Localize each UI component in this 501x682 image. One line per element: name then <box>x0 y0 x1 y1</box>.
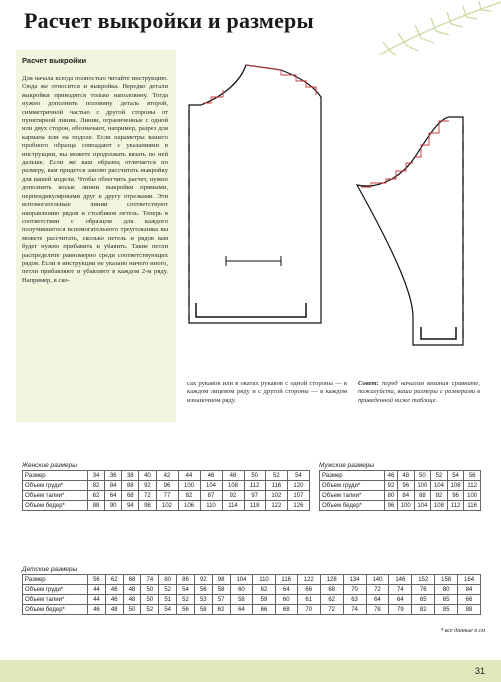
table-cell: 65 <box>435 595 458 605</box>
table-cell: 122 <box>265 501 287 511</box>
table-cell: 116 <box>275 575 297 585</box>
table-cell: 112 <box>464 481 481 491</box>
table-cell: 52 <box>159 585 177 595</box>
table-cell: 84 <box>458 585 481 595</box>
table-cell: 128 <box>320 575 343 585</box>
table-cell: 100 <box>178 481 200 491</box>
table-cell: 72 <box>320 605 343 615</box>
children-table <box>22 574 481 615</box>
table-cell: 82 <box>88 481 105 491</box>
table-cell: 52 <box>177 595 195 605</box>
table-cell: 68 <box>320 585 343 595</box>
table-cell: 126 <box>287 501 309 511</box>
table-row <box>320 481 481 491</box>
table-cell: 108 <box>222 481 244 491</box>
table-cell: 104 <box>230 575 253 585</box>
table-cell: 58 <box>212 585 230 595</box>
table-row <box>23 575 481 585</box>
table-cell: 46 <box>200 471 222 481</box>
men-size-table <box>319 462 481 511</box>
table-cell: 54 <box>447 471 464 481</box>
table-cell: 84 <box>397 491 414 501</box>
table-cell: 60 <box>275 595 297 605</box>
table-cell: 116 <box>464 501 481 511</box>
table-cell: 76 <box>412 585 435 595</box>
table-cell: 92 <box>194 575 212 585</box>
table-cell: 46 <box>88 605 106 615</box>
table-cell: 65 <box>412 595 435 605</box>
row-label: Объем бедер* <box>320 501 385 511</box>
table-row <box>23 471 310 481</box>
table-cell: 56 <box>88 575 106 585</box>
row-label: Объем бедер* <box>23 501 88 511</box>
table-cell: 48 <box>105 605 123 615</box>
table-cell: 74 <box>343 605 366 615</box>
table-cell: 112 <box>244 481 265 491</box>
table-cell: 164 <box>458 575 481 585</box>
table-cell: 53 <box>194 595 212 605</box>
row-label: Объем бедер* <box>23 605 88 615</box>
instruction-text: Для начала всегда полностью читайте инструкцию. Сюда же относится и выкройка. Нередко детали выкройки приводятся только наполовину. Тогда нужно дополнить половину деталь второй, симметричной частью с другой стороны от пунктирной линии. Линии, ограниченные с одной или двух сторон, обозначают, например, разрез для кармана или на подоле. Если параметры вашего пробного образца совпадают с указаниями в инструкции, вы можете продолжать вязать по ней дальше. Если же ваш образец отличается по размеру, вам придется заново рассчитать выкройку для вашей модели. Чтобы облегчить расчет, нужно дополнить косые линии выкройки прямыми, перпендикулярными друг к другу отрезками. Эти вспомогательные линии соответствуют направлению рядов и столбиков петель. Теперь в соответствии с образцом для каждого получившегося вспомогательного треугольника вы можете рассчитать, сколько петель и рядов вам будет нужно прибавить и убавить. Такие петли распределите равномерно среди соответствующих рядов. Если в инструкции не указано ничего иного, петли прибавляют и убавляют в каждом 2-м ряду. Например, в ско- <box>22 75 168 284</box>
table-cell: 52 <box>265 471 287 481</box>
table-cell: 94 <box>122 501 139 511</box>
children-size-table <box>22 566 481 615</box>
table-cell: 96 <box>447 491 464 501</box>
table-cell: 100 <box>397 501 414 511</box>
table-cell: 51 <box>159 595 177 605</box>
table-cell: 84 <box>105 481 122 491</box>
table-cell: 50 <box>123 605 141 615</box>
row-label: Размер <box>23 471 88 481</box>
table-cell: 64 <box>275 585 297 595</box>
table-cell: 66 <box>458 595 481 605</box>
table-cell: 66 <box>297 585 320 595</box>
table-cell: 36 <box>105 471 122 481</box>
footnote: * все данные в см <box>440 628 485 634</box>
table-cell: 40 <box>139 471 156 481</box>
table-cell: 80 <box>435 585 458 595</box>
table-row <box>23 501 310 511</box>
table-cell: 146 <box>389 575 412 585</box>
table-cell: 70 <box>343 585 366 595</box>
advice-label: Совет: <box>358 380 379 387</box>
table-row <box>320 491 481 501</box>
table-cell: 92 <box>139 481 156 491</box>
row-label: Объем груди* <box>320 481 385 491</box>
table-cell: 42 <box>156 471 178 481</box>
men-table <box>319 470 481 511</box>
table-cell: 98 <box>212 575 230 585</box>
table-cell: 48 <box>123 595 141 605</box>
table-cell: 104 <box>200 481 222 491</box>
table-cell: 100 <box>414 481 431 491</box>
table-row <box>23 491 310 501</box>
table-cell: 50 <box>141 595 159 605</box>
table-cell: 120 <box>287 481 309 491</box>
advice-text: перед началом вязания сравните, пожалуйста, ваши размеры с размерами в приведенной ниже таблице. <box>358 380 481 404</box>
table-cell: 59 <box>253 595 275 605</box>
table-cell: 62 <box>105 575 123 585</box>
row-label: Размер <box>23 575 88 585</box>
table-cell: 56 <box>194 585 212 595</box>
continuation-text: сах рукавов или в окатах рукавов с одной стороны — в каждом лицевом ряду и с другой стороны — в каждом изнаночном ряду. <box>187 380 347 404</box>
table-cell: 140 <box>366 575 389 585</box>
table-cell: 80 <box>159 575 177 585</box>
table-cell: 68 <box>122 491 139 501</box>
table-cell: 77 <box>156 491 178 501</box>
table-row <box>23 595 481 605</box>
table-cell: 114 <box>222 501 244 511</box>
table-cell: 44 <box>178 471 200 481</box>
table-cell: 152 <box>412 575 435 585</box>
table-cell: 104 <box>431 481 448 491</box>
table-cell: 72 <box>139 491 156 501</box>
table-cell: 62 <box>253 585 275 595</box>
table-cell: 88 <box>414 491 431 501</box>
table-cell: 38 <box>122 471 139 481</box>
table-cell: 48 <box>123 585 141 595</box>
table-cell: 122 <box>297 575 320 585</box>
table-cell: 64 <box>366 595 389 605</box>
table-cell: 72 <box>366 585 389 595</box>
table-cell: 104 <box>414 501 431 511</box>
table-cell: 54 <box>287 471 309 481</box>
advice-note <box>358 380 480 405</box>
table-cell: 134 <box>343 575 366 585</box>
table-cell: 102 <box>265 491 287 501</box>
table-cell: 118 <box>244 501 265 511</box>
table-cell: 92 <box>385 481 398 491</box>
table-cell: 34 <box>88 471 105 481</box>
table-row <box>23 605 481 615</box>
table-cell: 78 <box>366 605 389 615</box>
table-cell: 108 <box>431 501 448 511</box>
table-cell: 58 <box>194 605 212 615</box>
sidebar-heading: Расчет выкройки <box>22 56 87 65</box>
table-cell: 52 <box>141 605 159 615</box>
table-cell: 98 <box>139 501 156 511</box>
table-cell: 48 <box>397 471 414 481</box>
table-cell: 50 <box>141 585 159 595</box>
table-cell: 110 <box>200 501 222 511</box>
table-cell: 86 <box>177 575 195 585</box>
row-label: Объем талии* <box>23 595 88 605</box>
table-cell: 44 <box>88 585 106 595</box>
table-cell: 96 <box>156 481 178 491</box>
table-cell: 64 <box>105 491 122 501</box>
table-row <box>320 501 481 511</box>
table-cell: 46 <box>385 471 398 481</box>
table-cell: 48 <box>222 471 244 481</box>
table-cell: 64 <box>389 595 412 605</box>
table-cell: 57 <box>212 595 230 605</box>
table-cell: 56 <box>464 471 481 481</box>
women-size-table <box>22 462 310 511</box>
row-label: Объем талии* <box>23 491 88 501</box>
men-table-title: Мужские размеры <box>319 462 375 469</box>
table-cell: 54 <box>159 605 177 615</box>
page-number: 31 <box>474 666 485 676</box>
table-cell: 92 <box>431 491 448 501</box>
table-cell: 80 <box>385 491 398 501</box>
table-row <box>23 481 310 491</box>
table-cell: 70 <box>297 605 320 615</box>
table-cell: 107 <box>287 491 309 501</box>
table-cell: 108 <box>447 481 464 491</box>
table-cell: 66 <box>253 605 275 615</box>
table-cell: 50 <box>244 471 265 481</box>
row-label: Объем талии* <box>320 491 385 501</box>
table-cell: 64 <box>230 605 253 615</box>
table-row <box>320 471 481 481</box>
women-table-title: Женские размеры <box>22 462 78 469</box>
table-cell: 158 <box>435 575 458 585</box>
table-cell: 60 <box>230 585 253 595</box>
table-cell: 102 <box>156 501 178 511</box>
table-cell: 68 <box>275 605 297 615</box>
table-cell: 88 <box>458 605 481 615</box>
women-table <box>22 470 310 511</box>
table-cell: 79 <box>389 605 412 615</box>
row-label: Размер <box>320 471 385 481</box>
table-cell: 68 <box>123 575 141 585</box>
table-cell: 44 <box>88 595 106 605</box>
table-cell: 100 <box>464 491 481 501</box>
table-cell: 61 <box>297 595 320 605</box>
table-cell: 96 <box>397 481 414 491</box>
table-cell: 110 <box>253 575 275 585</box>
table-cell: 74 <box>389 585 412 595</box>
pattern-diagram <box>181 55 483 355</box>
fern-decoration <box>351 0 501 62</box>
row-label: Объем груди* <box>23 585 88 595</box>
table-cell: 63 <box>343 595 366 605</box>
page-title: Расчет выкройки и размеры <box>24 8 314 33</box>
table-cell: 54 <box>177 585 195 595</box>
table-row <box>23 585 481 595</box>
table-cell: 74 <box>141 575 159 585</box>
table-cell: 87 <box>200 491 222 501</box>
table-cell: 85 <box>435 605 458 615</box>
table-cell: 46 <box>105 585 123 595</box>
children-table-title: Детские размеры <box>22 566 78 573</box>
table-cell: 52 <box>431 471 448 481</box>
row-label: Объем груди* <box>23 481 88 491</box>
footer-strip <box>0 660 501 682</box>
table-cell: 82 <box>178 491 200 501</box>
table-cell: 82 <box>412 605 435 615</box>
table-cell: 62 <box>88 491 105 501</box>
table-cell: 90 <box>105 501 122 511</box>
table-cell: 62 <box>212 605 230 615</box>
table-cell: 88 <box>88 501 105 511</box>
table-cell: 97 <box>244 491 265 501</box>
table-cell: 62 <box>320 595 343 605</box>
table-cell: 50 <box>414 471 431 481</box>
table-cell: 116 <box>265 481 287 491</box>
table-cell: 46 <box>105 595 123 605</box>
table-cell: 106 <box>178 501 200 511</box>
table-cell: 58 <box>230 595 253 605</box>
table-cell: 96 <box>385 501 398 511</box>
table-cell: 92 <box>222 491 244 501</box>
table-cell: 56 <box>177 605 195 615</box>
table-cell: 88 <box>122 481 139 491</box>
table-cell: 112 <box>447 501 464 511</box>
